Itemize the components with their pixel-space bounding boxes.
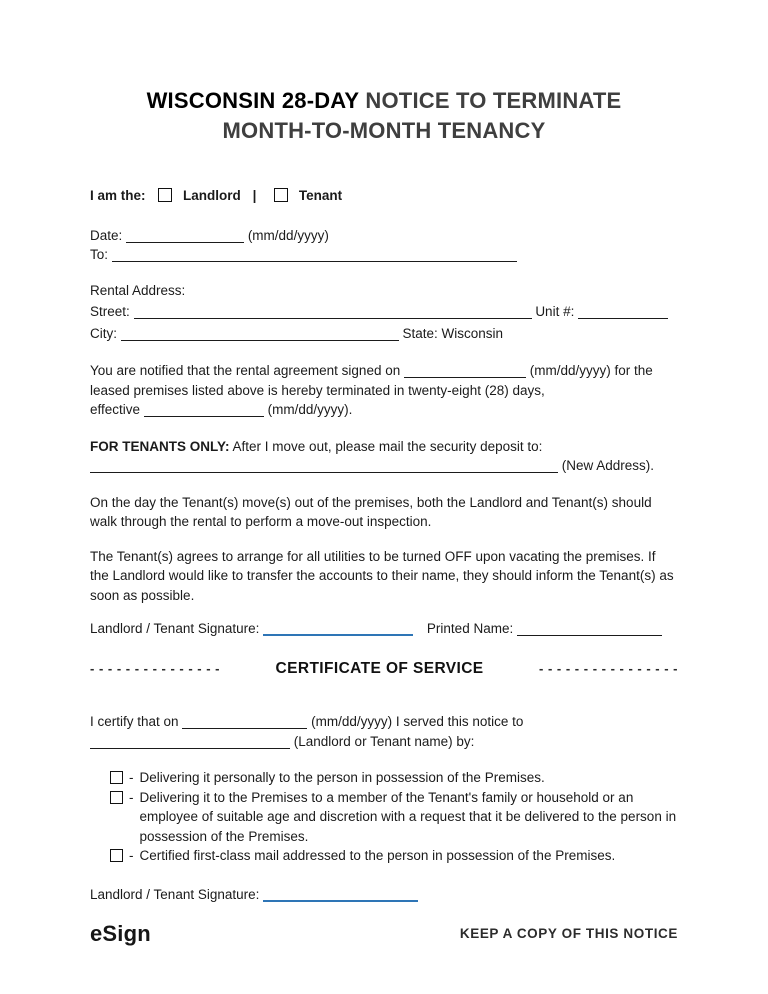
bullet-dash: - xyxy=(129,770,134,785)
signature-field[interactable] xyxy=(263,621,413,636)
street-label: Street: xyxy=(90,304,130,319)
header-fields xyxy=(90,226,678,265)
certificate-signature-row xyxy=(90,885,678,905)
certificate-heading: CERTIFICATE OF SERVICE xyxy=(275,659,484,677)
date-format-hint: (mm/dd/yyyy) xyxy=(247,227,329,243)
effective-word: effective xyxy=(90,402,141,417)
tenants-only-text: After I move out, please mail the security deposit to: xyxy=(232,438,543,454)
landlord-label: Landlord xyxy=(183,188,241,203)
rental-address-heading: Rental Address: xyxy=(90,282,186,298)
signature-label: Landlord / Tenant Signature: xyxy=(90,621,260,636)
service-method-row xyxy=(110,846,678,866)
service-method-row xyxy=(110,768,678,788)
dashes-right: - - - - - - - - - - - - - - - - xyxy=(539,660,678,676)
service-method-row xyxy=(110,788,678,847)
unit-label: Unit #: xyxy=(535,304,575,319)
effective-date-field[interactable] xyxy=(144,402,264,417)
date-line xyxy=(90,226,678,246)
moveout-paragraph: On the day the Tenant(s) move(s) out of the premises, both the Landlord and Tenant(s) should walk through the rental to perform a move-out inspection. xyxy=(90,494,652,529)
to-label: To: xyxy=(90,247,109,262)
service-date-field[interactable] xyxy=(182,714,307,729)
termination-notice-paragraph xyxy=(90,361,678,420)
date-field[interactable] xyxy=(126,228,244,243)
tenants-only-section xyxy=(90,437,678,476)
role-divider: | xyxy=(252,188,257,203)
certificate-signature-field[interactable] xyxy=(263,887,418,902)
notice-text-after-effective: (mm/dd/yyyy). xyxy=(267,402,353,417)
certify-text-after: (mm/dd/yyyy) I served this notice to xyxy=(311,714,524,729)
certified-mail-checkbox[interactable] xyxy=(110,849,123,862)
service-method-text: Certified first-class mail addressed to the person in possession of the Premises. xyxy=(139,848,616,863)
certificate-of-service-header xyxy=(90,659,678,679)
city-label: City: xyxy=(90,325,117,341)
city-line xyxy=(90,323,678,345)
utilities-paragraph: The Tenant(s) agrees to arrange for all utilities to be turned OFF upon vacating the premises. If the Landlord would like to transfer the accounts to their name, they should inform the Tenant(s) as soon as possible. xyxy=(90,548,674,603)
page-title xyxy=(90,86,678,146)
new-address-suffix: (New Address). xyxy=(561,458,655,473)
served-name-suffix: (Landlord or Tenant name) by: xyxy=(293,733,475,749)
title-state-segment: WISCONSIN 28-DAY xyxy=(146,88,360,113)
bullet-dash: - xyxy=(129,789,134,805)
agreement-signed-date-field[interactable] xyxy=(404,363,526,378)
dashes-left: - - - - - - - - - - - - - - - xyxy=(90,660,221,676)
identity-prefix: I am the: xyxy=(90,188,146,203)
printed-name-field[interactable] xyxy=(517,621,662,636)
service-method-list xyxy=(90,768,678,866)
title-line-1 xyxy=(90,86,678,116)
date-label: Date: xyxy=(90,227,123,243)
certify-statement xyxy=(90,712,678,751)
new-address-field[interactable] xyxy=(90,458,558,473)
to-field[interactable] xyxy=(112,247,517,262)
certificate-signature-label: Landlord / Tenant Signature: xyxy=(90,886,260,902)
notice-text-before-date: You are notified that the rental agreement signed on xyxy=(90,363,401,378)
unit-field[interactable] xyxy=(578,304,668,319)
service-method-text: Delivering it personally to the person in possession of the Premises. xyxy=(139,770,545,785)
title-notice-segment: NOTICE TO TERMINATE xyxy=(365,88,622,113)
street-field[interactable] xyxy=(134,304,532,319)
service-method-text: Delivering it to the Premises to a member of the Tenant's family or household or an employee of suitable age and discretion with a request that it be delivered to the person in possession of the Premises. xyxy=(139,789,677,844)
tenants-only-label: FOR TENANTS ONLY: xyxy=(90,438,230,454)
personal-delivery-checkbox[interactable] xyxy=(110,771,123,784)
printed-name-label: Printed Name: xyxy=(426,621,514,636)
signature-row xyxy=(90,619,678,639)
rental-address-section xyxy=(90,280,678,345)
page-footer xyxy=(90,921,678,946)
served-name-field[interactable] xyxy=(90,734,290,749)
tenant-checkbox[interactable] xyxy=(274,188,288,202)
tenant-label: Tenant xyxy=(298,188,343,203)
certify-text-before: I certify that on xyxy=(90,714,179,729)
household-delivery-checkbox[interactable] xyxy=(110,791,123,804)
notice-text-mid: (mm/dd/yyyy) for the leased premises listed above is hereby terminated in twenty-eight (28) days, xyxy=(90,363,653,398)
esign-logo: eSign xyxy=(90,921,151,946)
bullet-dash: - xyxy=(129,848,134,863)
identity-row xyxy=(90,186,678,206)
street-line xyxy=(90,301,678,323)
effective-date-group xyxy=(90,402,264,417)
to-line xyxy=(90,245,678,265)
title-line-2: MONTH-TO-MONTH TENANCY xyxy=(222,118,546,143)
city-field[interactable] xyxy=(121,326,399,341)
keep-copy-note: KEEP A COPY OF THIS NOTICE xyxy=(459,926,678,941)
state-text: State: Wisconsin xyxy=(402,325,504,341)
landlord-checkbox[interactable] xyxy=(158,188,172,202)
